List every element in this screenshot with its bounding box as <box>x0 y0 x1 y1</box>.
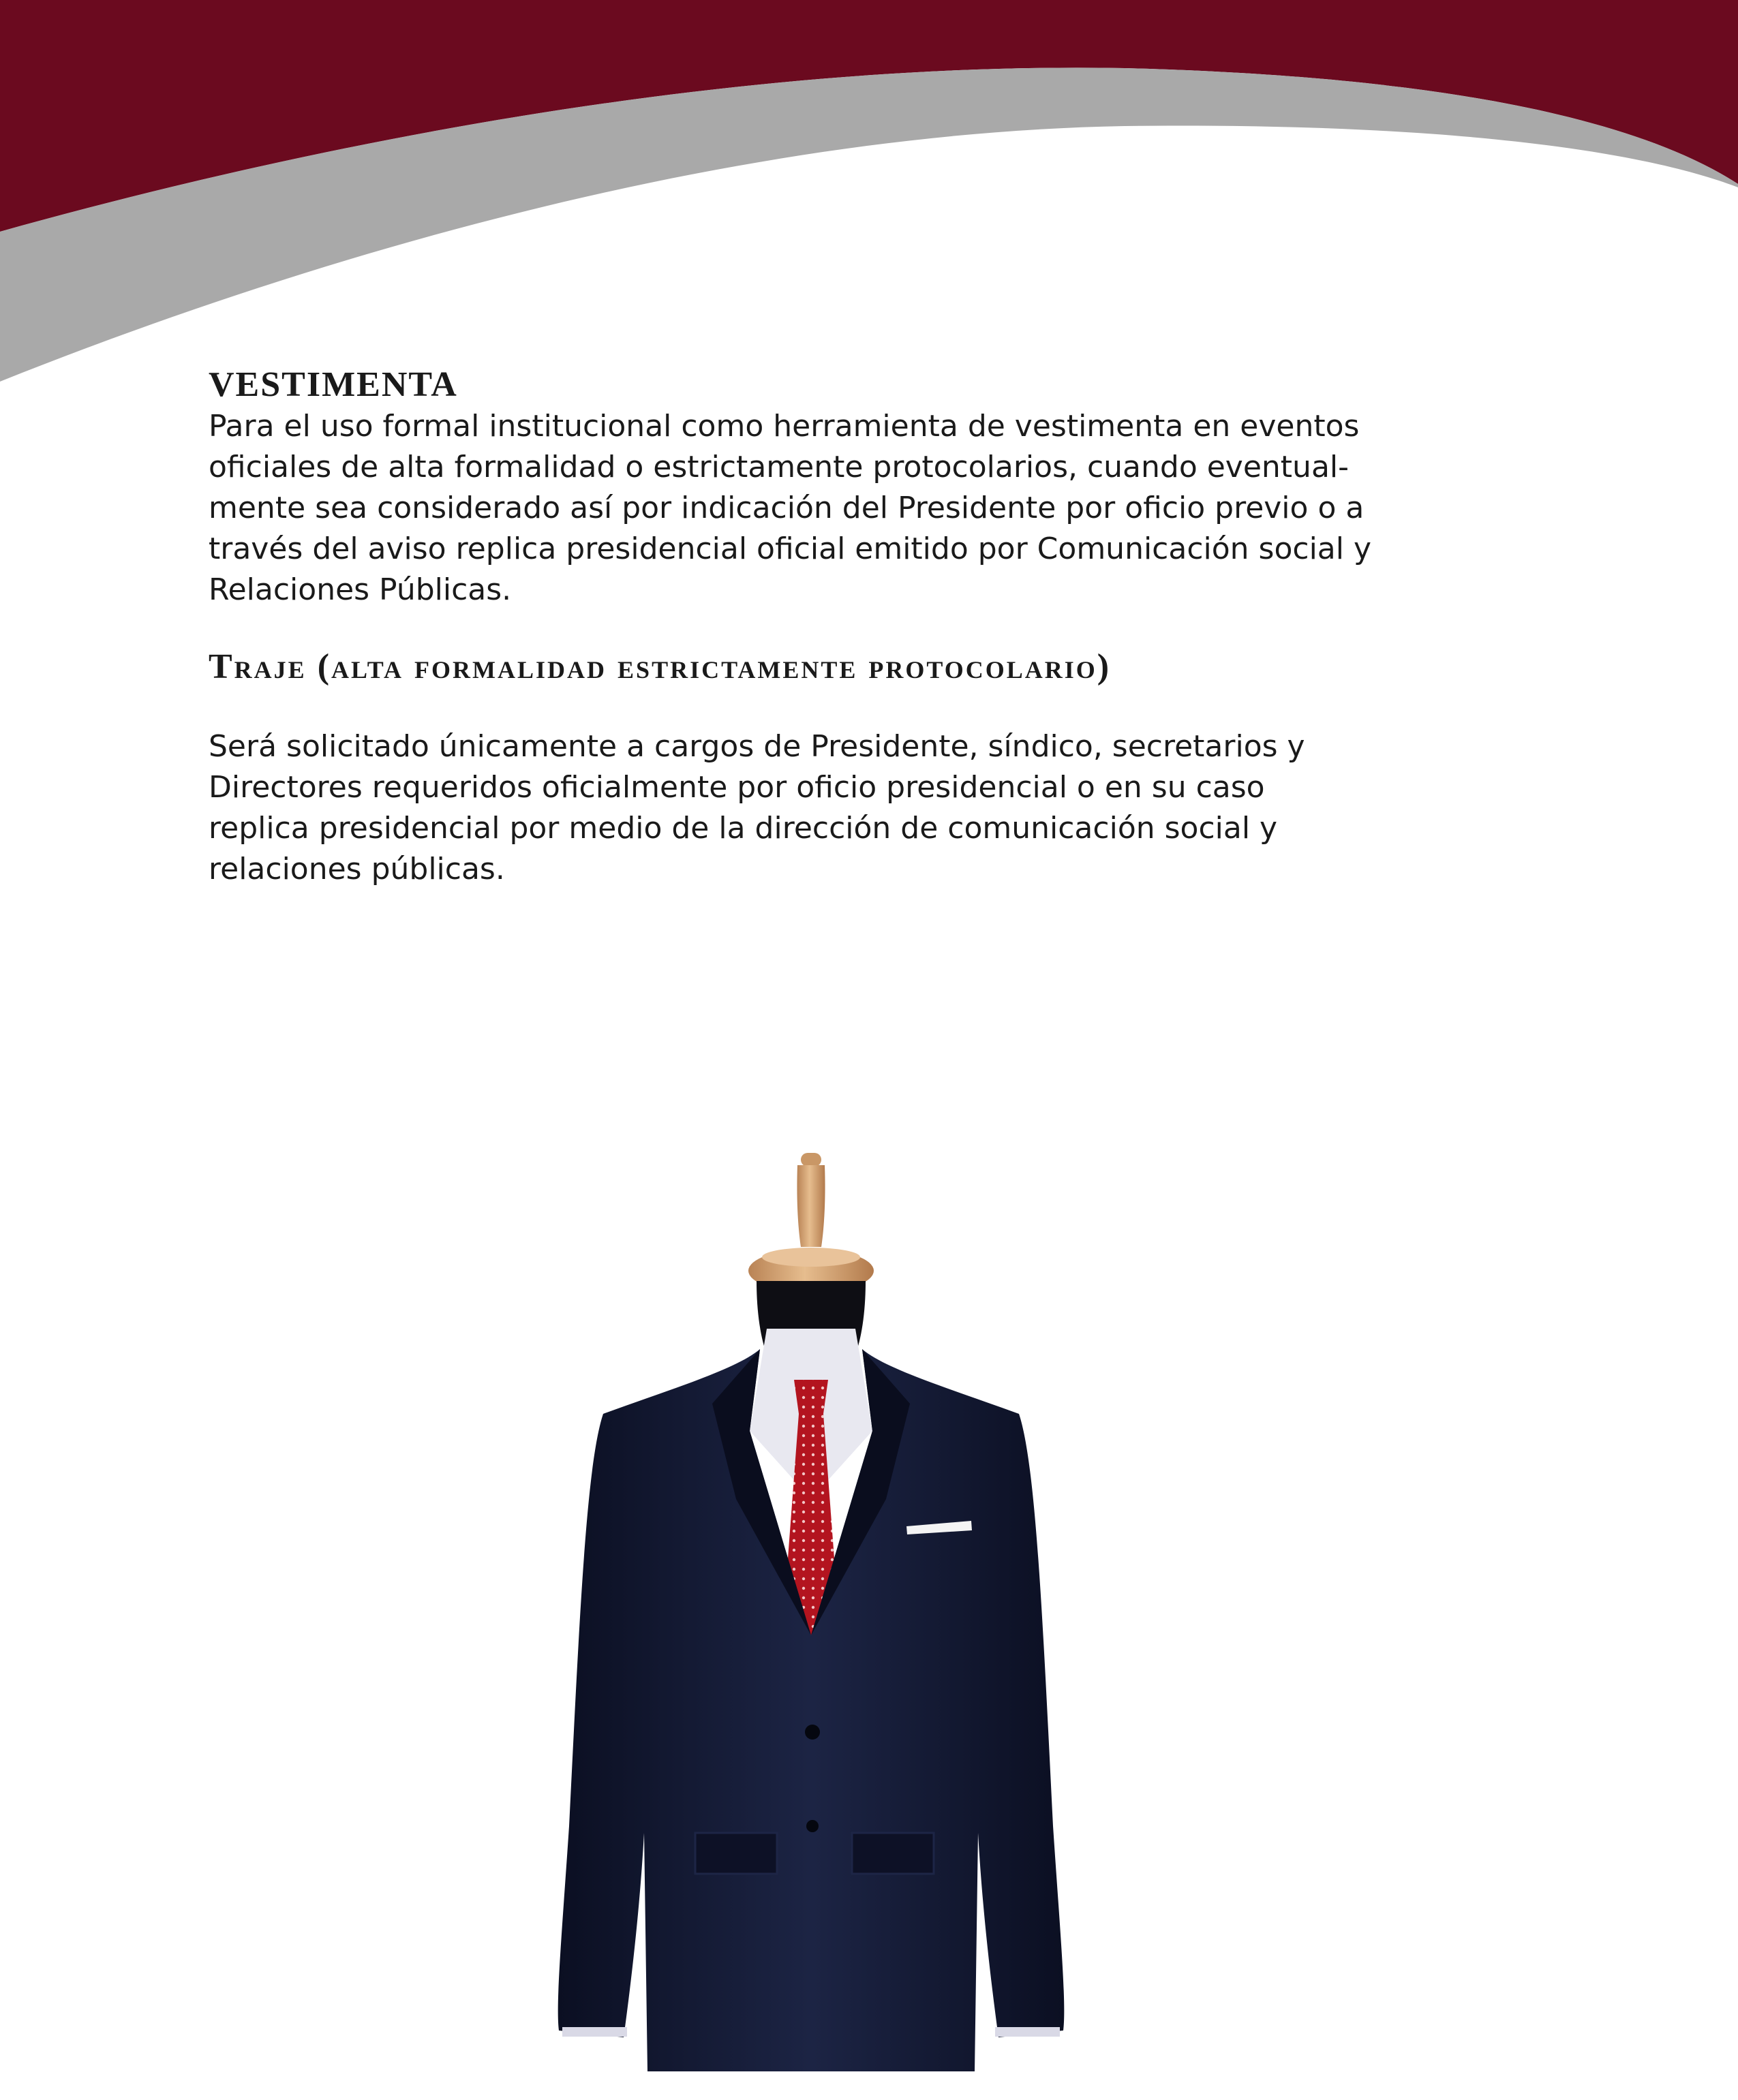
right-pocket-flap <box>852 1833 934 1874</box>
main-content <box>209 364 1504 890</box>
body-line: relaciones públicas. <box>209 852 505 886</box>
body-line: Será solicitado únicamente a cargos de Presidente, síndico, secretarios y <box>209 729 1305 764</box>
intro-line: Relaciones Públicas. <box>209 572 512 607</box>
mannequin-stand <box>748 1153 874 1293</box>
intro-paragraph <box>209 406 1504 611</box>
body-line: Directores requeridos oficialmente por oficio presidencial o en su caso <box>209 770 1265 805</box>
suit-subheading: Traje (alta formalidad estrictamente protocolario) <box>209 647 1112 686</box>
right-cuff <box>995 2027 1060 2037</box>
intro-line: mente sea considerado así por indicación del Presidente por oficio previo o a <box>209 491 1365 525</box>
suit-mannequin-illustration <box>532 1145 1091 2085</box>
jacket-button <box>806 1820 819 1832</box>
section-title: VESTIMENTA <box>209 365 458 404</box>
intro-line: oficiales de alta formalidad o estrictamente protocolarios, cuando eventual- <box>209 450 1350 484</box>
intro-line: través del aviso replica presidencial oficial emitido por Comunicación social y <box>209 531 1372 566</box>
intro-line: Para el uso formal institucional como herramienta de vestimenta en eventos <box>209 409 1360 444</box>
body-paragraph <box>209 726 1504 890</box>
jacket-button <box>805 1725 820 1740</box>
left-cuff <box>562 2027 627 2037</box>
left-pocket-flap <box>695 1833 777 1874</box>
header-swoosh-decoration <box>0 0 1738 395</box>
body-line: replica presidencial por medio de la dirección de comunicación social y <box>209 811 1278 846</box>
